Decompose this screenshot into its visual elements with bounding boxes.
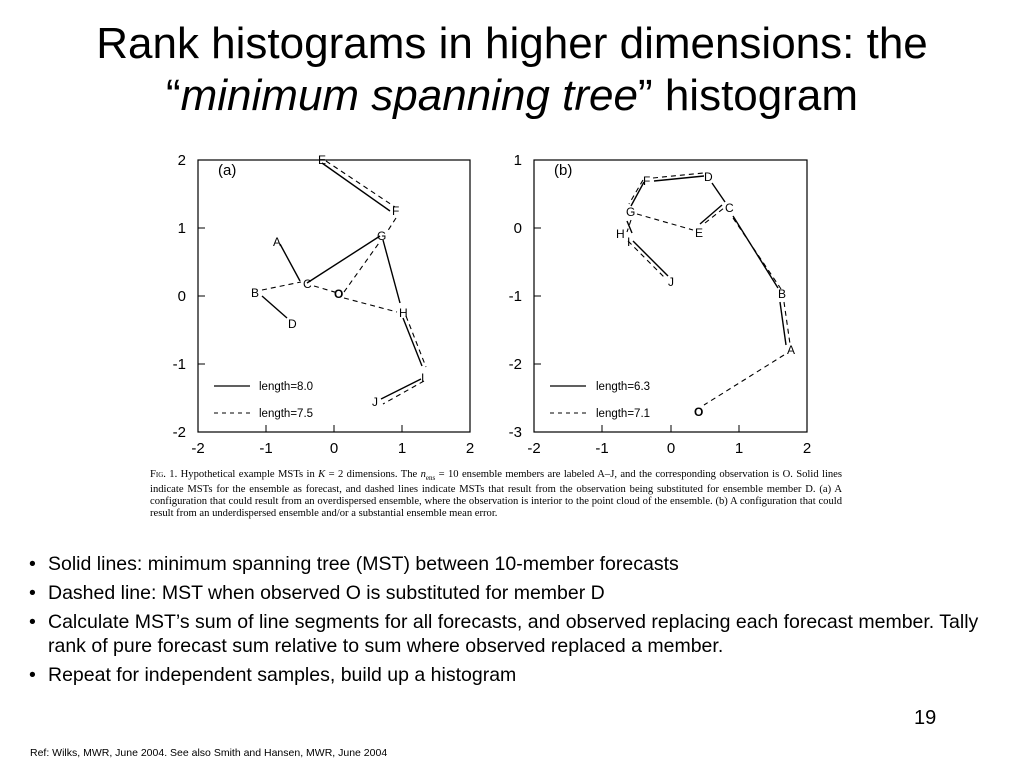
panel-a-label: (a) [218, 162, 237, 179]
panel-a-xtick: 0 [329, 440, 339, 457]
reference-footnote: Ref: Wilks, MWR, June 2004. See also Smith and Hansen, MWR, June 2004 [30, 747, 388, 759]
point-label: J [372, 395, 378, 409]
point-label: O [334, 287, 344, 301]
point-label: D [288, 317, 297, 331]
point-label: A [273, 235, 282, 249]
point-label: I [627, 235, 631, 249]
point-label: O [694, 405, 704, 419]
bullet-item: • Solid lines: minimum spanning tree (MST) between 10-member forecasts [28, 552, 998, 576]
point-label: D [704, 170, 713, 184]
slide-title [0, 18, 1024, 122]
figure-caption [150, 469, 842, 520]
panel-b-ytick: -3 [508, 424, 522, 441]
panel-b-xtick: -1 [595, 440, 609, 457]
panel-a-xtick: 1 [397, 440, 407, 457]
panel-b-xtick: 2 [802, 440, 812, 457]
panel-b-ytick: 1 [513, 152, 522, 169]
panel-b-ytick: -2 [508, 356, 522, 373]
point-label: E [318, 153, 327, 167]
panel-b-ytick: 0 [513, 220, 522, 237]
point-label: I [421, 371, 425, 385]
legend-label: length=7.1 [596, 408, 651, 420]
panel-b-solid-mst [627, 176, 786, 345]
point-label: C [303, 277, 312, 291]
panel-b-label: (b) [554, 162, 573, 179]
panel-a-ytick: 1 [177, 220, 186, 237]
bullet-item: • Dashed line: MST when observed O is substituted for member D [28, 581, 998, 605]
panel-a-xtick: -1 [259, 440, 273, 457]
point-label: H [616, 227, 625, 241]
panel-a-legend [214, 381, 313, 420]
legend-label: length=6.3 [596, 381, 651, 393]
point-label: G [377, 229, 387, 243]
point-label: H [399, 306, 408, 320]
bullet-item: • Calculate MST’s sum of line segments for all forecasts, and observed replacing each forecast member. Tally rank of pure forecast sum relative to sum where observed replaced a member. [28, 610, 998, 658]
panel-a-dashed-mst [262, 161, 426, 404]
caption-text-a: Hypothetical example MSTs in [177, 469, 319, 480]
title-line-2 [0, 70, 1024, 122]
title-quote-open: “ [165, 71, 181, 120]
mst-figure [140, 148, 860, 470]
point-label: E [695, 226, 704, 240]
bullet-item: • Repeat for independent samples, build up a histogram [28, 663, 998, 687]
panel-a-solid-mst [262, 163, 425, 399]
point-label: G [626, 205, 636, 219]
panel-a [173, 152, 475, 457]
panel-b-dashed-mst [627, 173, 790, 405]
point-label: B [778, 287, 787, 301]
caption-ens: ens [425, 474, 436, 483]
point-label: A [787, 343, 796, 357]
point-label: F [643, 174, 651, 188]
legend-label: length=8.0 [259, 381, 314, 393]
caption-fig-label: Fig. 1. [150, 469, 178, 480]
title-line-1: Rank histograms in higher dimensions: the [96, 19, 928, 68]
legend-label: length=7.5 [259, 408, 314, 420]
point-label: C [725, 201, 734, 215]
title-emphasis: minimum spanning tree [180, 71, 638, 120]
title-tail: histogram [652, 71, 859, 120]
panel-b-ytick: -1 [508, 288, 522, 305]
panel-b [509, 152, 812, 457]
panel-a-ytick: -2 [172, 424, 186, 441]
caption-k: K [318, 469, 326, 480]
point-label: J [668, 275, 674, 289]
caption-text-b: = 2 dimensions. The [325, 469, 421, 480]
panel-a-xtick: -2 [191, 440, 205, 457]
caption-text-c: = 10 ensemble members are labeled A–J, and the corresponding observation is O. Solid lines indicate MSTs for the ensemble as forecast, and dashed lines indicate MSTs that result from the observation being substituted for ensemble member D. (a) A configuration that could result from an overdispersed ensemble, where the observation is interior to the point cloud of the ensemble. (b) A configuration that could result from an underdispersed ensemble and/or a substantial ensemble mean error. [150, 469, 843, 520]
point-label: B [251, 286, 260, 300]
panel-b-legend [550, 381, 650, 420]
point-label: F [392, 204, 400, 218]
title-quote-close: ” [637, 71, 653, 120]
panel-a-ytick: -1 [172, 356, 186, 373]
panel-b-xtick: 0 [666, 440, 676, 457]
panel-a-ytick: 0 [177, 288, 186, 305]
bullet-list [28, 552, 998, 692]
panel-a-ytick: 2 [177, 152, 186, 169]
caption-n: n [420, 469, 426, 480]
page-number: 19 [914, 707, 937, 729]
panel-b-xtick: -2 [527, 440, 541, 457]
panel-b-xtick: 1 [734, 440, 744, 457]
panel-a-xtick: 2 [465, 440, 475, 457]
